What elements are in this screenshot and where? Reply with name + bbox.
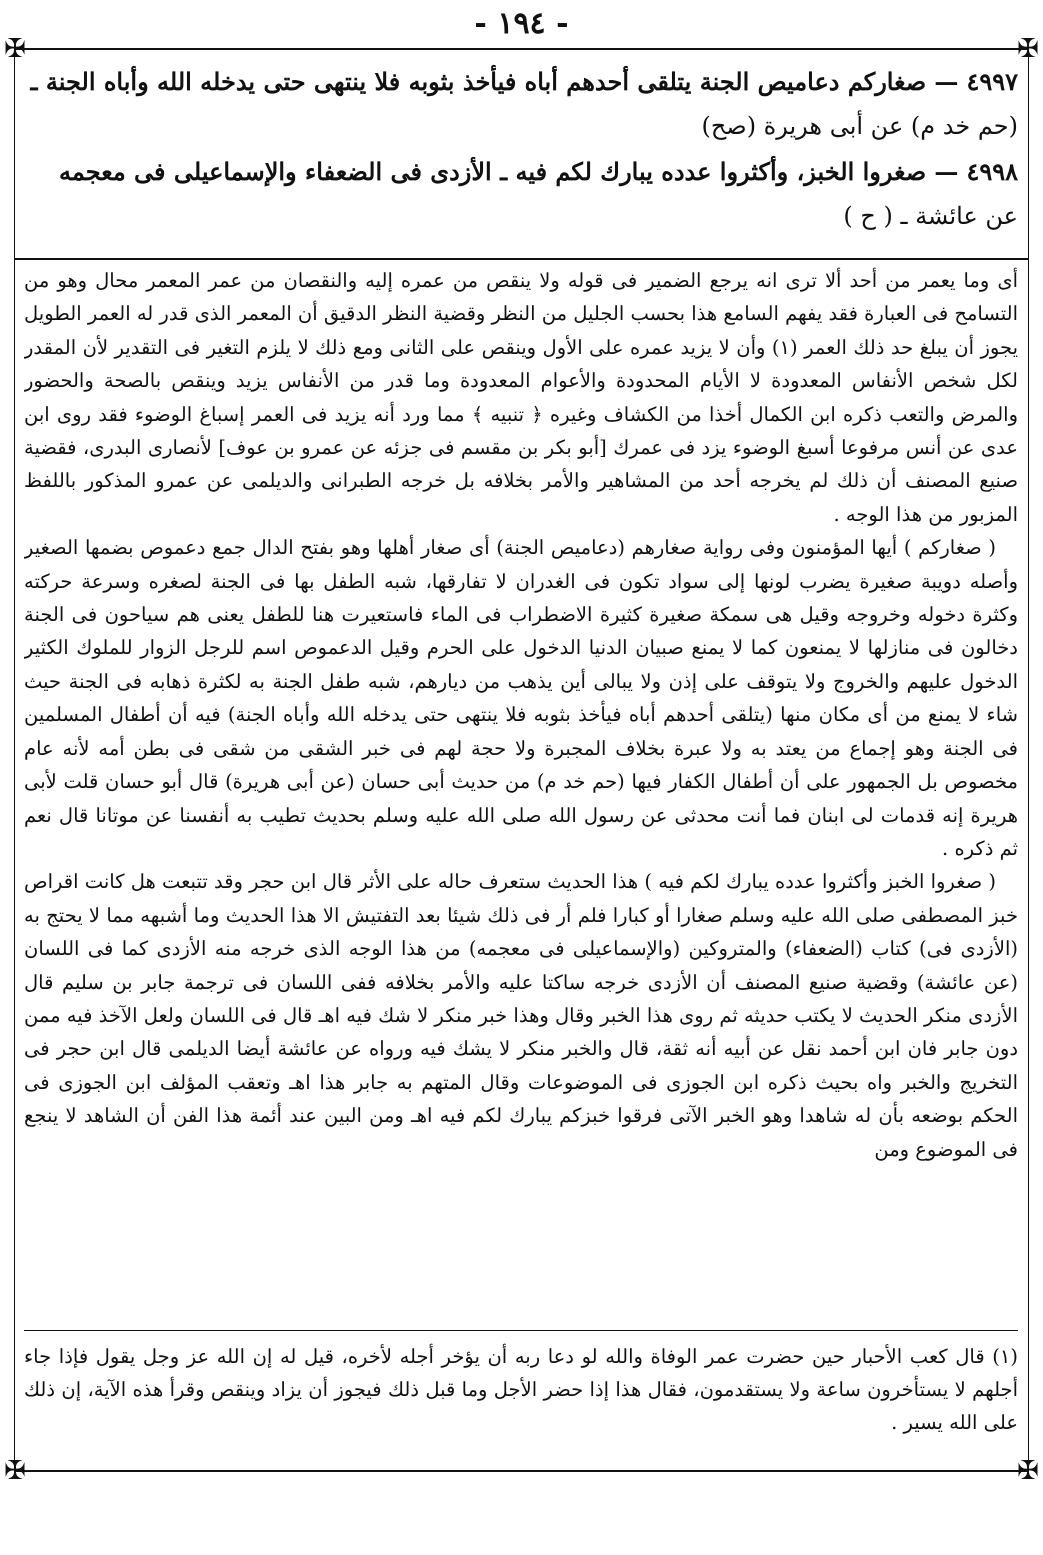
ornament-top-right-icon: ✠	[1017, 34, 1039, 64]
hadith-source: عن عائشة ـ ( ح )	[843, 202, 1018, 230]
footnote-text: (١) قال كعب الأحبار حين حضرت عمر الوفاة والله لو دعا ربه أن يؤخر أجله لأخره، قيل له إن الله عز وجل يقول فإذا جاء أجلهم لا يستأخرون ساعة ولا يستقدمون، فقال هذا إذا حضر الأجل وما قبل ذلك فيجوز أن يزاد وينقص وقرأ هذه الآية، إن ذلك على الله يسير .	[24, 1345, 1018, 1434]
top-frame-line	[14, 48, 1029, 50]
left-frame-line	[14, 48, 15, 1472]
hadith-number: ٤٩٩٧	[966, 67, 1018, 96]
bottom-frame-line	[14, 1470, 1029, 1472]
ornament-top-left-icon: ✠	[4, 34, 26, 64]
commentary-paragraph: ( صغروا الخبز وأكثروا عدده يبارك لكم فيه ) هذا الحديث ستعرف حاله على الأثر قال ابن حجر وقد تتبعت هل كانت اقراص خبز المصطفى صلى الله عليه وسلم صغارا أو كبارا فلم أر فى ذلك شيئا بعد التفتيش الا هذا الحديث وما أشبهه مما لا يحتج به (الأزدى فى) كتاب (الضعفاء) والمتروكين (والإسماعيلى فى معجمه) من هذا الوجه الذى خرجه منه الأزدى كما فى اللسان (عن عائشة) وقضية صنيع المصنف أن الأزدى خرجه ساكتا عليه والأمر بخلافه ففى اللسان فى ترجمة جابر بن سليم قال الأزدى منكر الحديث لا يكتب حديثه ثم روى هذا الخبر وقال وهذا خبر منكر لا شك فيه اهـ قال فى اللسان ولعل الآخذ فيه ممن دون جابر فان ابن أحمد نقل عن أبيه أنه ثقة، قال والخبر منكر لا يشك فيه ورواه عن عائشة أيضا الديلمى قال ابن حجر فى التخريج والخبر واه بحيث ذكره ابن الجوزى فى الموضوعات وقال المتهم به جابر هذا اهـ وتعقب المؤلف ابن الجوزى فى الحكم بوضعه بأن له شاهدا وهو الخبر الآتى فرقوا خبزكم يبارك لكم فيه اهـ ومن البين عند أئمة هذا الفن أن الشاهد لا ينجع فى الموضوع ومن	[24, 870, 1018, 1161]
footnote-separator-line	[24, 1330, 1018, 1331]
hadith-entry	[24, 150, 1018, 238]
hadith-source: (حم خد م) عن أبى هريرة (صح)	[701, 112, 1018, 140]
page-number: - ١٩٤ -	[474, 6, 569, 41]
commentary-body	[24, 264, 1018, 1324]
commentary-paragraph: أى وما يعمر من أحد ألا ترى انه يرجع الضمير فى قوله ولا ينقص من عمره إليه والنقصان من عمر المعمر محال وهو من التسامح فى العبارة فقد يفهم السامع هذا بحسب الجليل من النظر وقضية النظر الدقيق أن المعمر الذى قدر له العمر الطويل يجوز أن يبلغ حد ذلك العمر (١) وأن لا يزيد عمره على الأول وينقص على الثانى ومع ذلك لا يلزم التغير فى التقدير لأن المقدر لكل شخص الأنفاس المعدودة لا الأيام المحدودة والأعوام المعدودة وما قدر من الأنفاس يزيد وينقص بالصحة والحضور والمرض والتعب ذكره ابن الكمال أخذا من الكشاف وغيره ﴿ تنبيه ﴾ مما ورد أنه يزيد فى العمر إسباغ الوضوء فقد روى ابن عدى عن أنس مرفوعا أسبغ الوضوء يزد فى عمرك [أبو بكر بن مقسم فى جزئه عن عمرو بن عوف] لأنصارى البدرى، فقضية صنيع المصنف أن ذلك لم يخرجه أحد من المشاهير والأمر بخلافه بل خرجه الطبرانى والديلمى عن عمرو المذكور باللفظ المزبور من هذا الوجه .	[24, 269, 1018, 526]
hadith-separator-line	[14, 258, 1029, 260]
hadith-block	[24, 60, 1018, 240]
right-frame-line	[1028, 48, 1029, 1472]
hadith-text: — صغروا الخبز، وأكثروا عدده يبارك لكم فيه ـ الأزدى فى الضعفاء والإسماعيلى فى معجمه	[59, 157, 959, 186]
commentary-paragraph: ( صغاركم ) أيها المؤمنون وفى رواية صغارهم (دعاميص الجنة) أى صغار أهلها وهو بفتح الدال جمع دعموص بضمها الصغير وأصله دويبة صغيرة يضرب لونها إلى سواد تكون فى الغدران لا تفارقها، شبه الطفل بها فى الجنة لصغره وسرعة حركته وكثرة دخوله وخروجه وقيل هى سمكة صغيرة كثيرة الاضطراب فى الماء فاستعيرت هنا للطفل يعنى هم سياحون فى الجنة دخالون فى منازلها لا يمنعون كما لا يمنع صبيان الدنيا الدخول على الحرم وقيل الدعموص اسم للرجل الزوار للملوك الكثير الدخول عليهم والخروج ولا يتوقف على إذن ولا يبالى أين يذهب من ديارهم، شبه طفل الجنة به لكثرة ذهابه فى الجنة حيث شاء لا يمنع من أى مكان منها (يتلقى أحدهم أباه فيأخذ بثوبه فلا ينتهى حتى يدخله الله وأباه الجنة) فيه أن أطفال المسلمين فى الجنة وهو إجماع من يعتد به ولا عبرة بخلاف المجبرة ولا حجة لهم فى خبر الشقى من شقى فى بطن أمه لأنه عام مخصوص بل الجمهور على أن أطفال الكفار فيها (حم خد م) من حديث أبى حسان (عن أبى هريرة) قال أبو حسان قلت لأبى هريرة إنه قدمات لى ابنان فما أنت محدثى عن رسول الله صلى الله عليه وسلم بحديث تطيب به أنفسنا عن موتانا قال نعم ثم ذكره .	[24, 536, 1018, 860]
ornament-bottom-right-icon: ✠	[1017, 1456, 1039, 1486]
hadith-text: — صغاركم دعاميص الجنة يتلقى أحدهم أباه فيأخذ بثوبه فلا ينتهى حتى يدخله الله وأباه الجنة ـ	[30, 67, 959, 96]
ornament-bottom-left-icon: ✠	[4, 1456, 26, 1486]
hadith-entry	[24, 60, 1018, 148]
footnote	[24, 1340, 1018, 1439]
hadith-number: ٤٩٩٨	[966, 157, 1018, 186]
